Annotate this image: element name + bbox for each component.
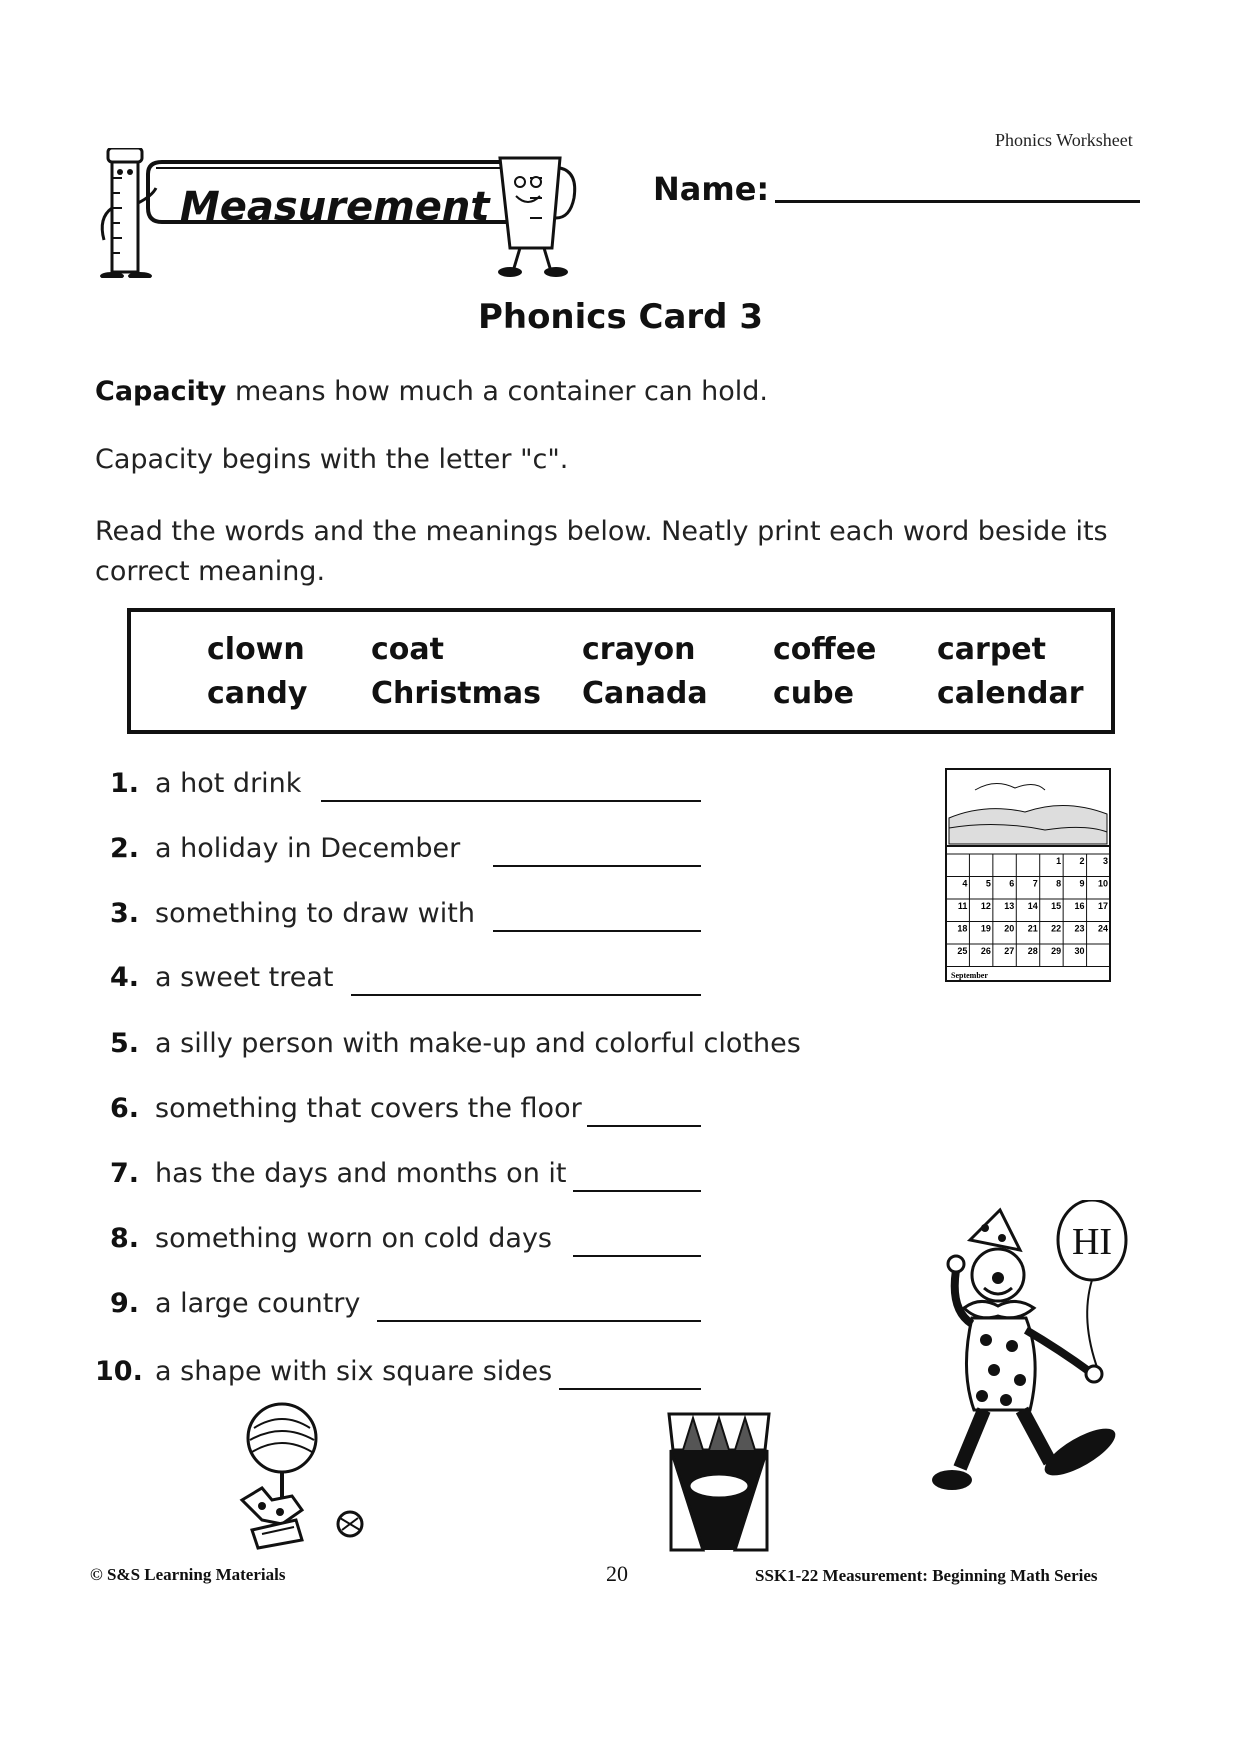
- word-bank-item: carpet: [937, 632, 1046, 667]
- clown-illustration: [930, 1200, 1140, 1510]
- capacity-definition: [95, 372, 768, 412]
- calendar-day-number: 12: [980, 901, 991, 911]
- calendar-day-number: 1: [1056, 856, 1062, 866]
- answer-line[interactable]: [377, 1320, 701, 1322]
- word-bank-item: Canada: [582, 676, 708, 711]
- calendar-day-number: 19: [980, 923, 991, 934]
- question-number: 5.: [109, 1028, 139, 1059]
- calendar-day-number: 14: [1027, 901, 1038, 911]
- calendar-day-number: 27: [1004, 946, 1015, 956]
- word-bank-item: calendar: [937, 676, 1084, 711]
- question-text: has the days and months on it: [155, 1158, 567, 1189]
- measurement-banner: [90, 148, 610, 278]
- question-item: [95, 1356, 815, 1396]
- answer-line[interactable]: [587, 1125, 701, 1127]
- calendar-graphic: [945, 768, 1111, 982]
- question-item: [95, 833, 815, 873]
- worksheet-type-label: Phonics Worksheet: [995, 130, 1133, 150]
- calendar-day-number: 29: [1051, 946, 1062, 956]
- page-title: Phonics Card 3: [477, 297, 764, 337]
- calendar-day-number: 23: [1074, 923, 1085, 934]
- calendar-day-number: 24: [1097, 923, 1108, 934]
- question-text: a hot drink: [155, 768, 302, 799]
- calendar-day-number: 25: [957, 946, 968, 956]
- calendar-day-number: 8: [1056, 878, 1062, 889]
- capacity-term: Capacity: [95, 376, 227, 407]
- question-item: [95, 1028, 815, 1068]
- calendar-day-number: 4: [962, 878, 968, 889]
- calendar-month-label: September: [951, 971, 988, 980]
- name-label: Name:: [653, 170, 770, 208]
- question-item: [95, 1223, 815, 1263]
- calendar-day-number: 5: [985, 878, 991, 889]
- crayon-box-illustration: [663, 1404, 775, 1554]
- calendar-day-number: 26: [980, 946, 991, 956]
- answer-line[interactable]: [573, 1190, 701, 1192]
- question-number: 7.: [109, 1158, 139, 1189]
- word-bank-item: coat: [371, 632, 444, 667]
- calendar-day-number: 18: [957, 923, 968, 934]
- footer-series-title: SSK1-22 Measurement: Beginning Math Series: [755, 1566, 1098, 1585]
- word-bank-item: coffee: [773, 632, 877, 667]
- calendar-day-number: 13: [1004, 901, 1015, 911]
- instructions-line-1: Read the words and the meanings below. Neatly print each word beside its: [95, 516, 1108, 547]
- calendar-day-number: 11: [957, 901, 968, 911]
- word-bank-item: Christmas: [371, 676, 542, 711]
- question-item: [95, 768, 815, 808]
- question-number: 2.: [109, 833, 139, 864]
- answer-line[interactable]: [351, 994, 701, 996]
- answer-line[interactable]: [559, 1388, 701, 1390]
- question-text: a holiday in December: [155, 833, 461, 864]
- question-number: 1.: [109, 768, 139, 799]
- question-number: 9.: [109, 1288, 139, 1319]
- calendar-day-number: 17: [1097, 901, 1108, 911]
- question-item: [95, 962, 815, 1002]
- calendar-day-number: 2: [1079, 856, 1085, 866]
- calendar-day-number: 10: [1097, 878, 1108, 889]
- clown-graphic: [930, 1200, 1140, 1510]
- question-text: a large country: [155, 1288, 361, 1319]
- calendar-day-number: 3: [1102, 856, 1108, 866]
- candy-illustration: [232, 1400, 372, 1550]
- word-bank: [127, 608, 1115, 734]
- capacity-definition-text: means how much a container can hold.: [226, 376, 768, 407]
- question-item: [95, 1158, 815, 1198]
- answer-line[interactable]: [493, 930, 701, 932]
- calendar-day-number: 16: [1074, 901, 1085, 911]
- question-text: a shape with six square sides: [155, 1356, 553, 1387]
- crayon-box-graphic: [663, 1404, 775, 1554]
- balloon-text: HI: [1071, 1221, 1113, 1263]
- question-item: [95, 1288, 815, 1328]
- page-number: 20: [606, 1561, 628, 1586]
- question-number: 3.: [109, 898, 139, 929]
- question-number: 10.: [95, 1356, 143, 1387]
- question-text: a sweet treat: [155, 962, 334, 993]
- word-bank-item: crayon: [582, 632, 696, 667]
- calendar-day-number: 22: [1051, 923, 1062, 934]
- word-bank-item: cube: [773, 676, 854, 711]
- instructions-line-2: correct meaning.: [95, 556, 326, 587]
- word-bank-item: candy: [207, 676, 308, 711]
- calendar-day-number: 20: [1004, 923, 1015, 934]
- answer-line[interactable]: [493, 865, 701, 867]
- footer-copyright: © S&S Learning Materials: [90, 1565, 286, 1584]
- question-text: a silly person with make-up and colorful clothes: [155, 1028, 801, 1059]
- calendar-day-number: 30: [1074, 946, 1085, 956]
- question-number: 6.: [109, 1093, 139, 1124]
- word-bank-item: clown: [207, 632, 305, 667]
- candy-graphic: [232, 1400, 372, 1550]
- question-text: something worn on cold days: [155, 1223, 552, 1254]
- banner-title: Measurement: [180, 184, 490, 230]
- calendar-day-number: 6: [1009, 878, 1015, 889]
- question-number: 4.: [109, 962, 139, 993]
- calendar-day-number: 21: [1027, 923, 1038, 934]
- question-number: 8.: [109, 1223, 139, 1254]
- name-input-line[interactable]: [775, 200, 1140, 203]
- answer-line[interactable]: [573, 1255, 701, 1257]
- question-text: something that covers the floor: [155, 1093, 582, 1124]
- question-item: [95, 898, 815, 938]
- answer-line[interactable]: [321, 800, 701, 802]
- calendar-day-number: 7: [1032, 878, 1038, 889]
- calendar-day-number: 15: [1051, 901, 1062, 911]
- question-item: [95, 1093, 815, 1133]
- capacity-letter-note: Capacity begins with the letter "c".: [95, 444, 569, 475]
- calendar-day-number: 9: [1079, 878, 1085, 889]
- calendar-illustration: [945, 768, 1111, 982]
- question-text: something to draw with: [155, 898, 475, 929]
- calendar-day-number: 28: [1027, 946, 1038, 956]
